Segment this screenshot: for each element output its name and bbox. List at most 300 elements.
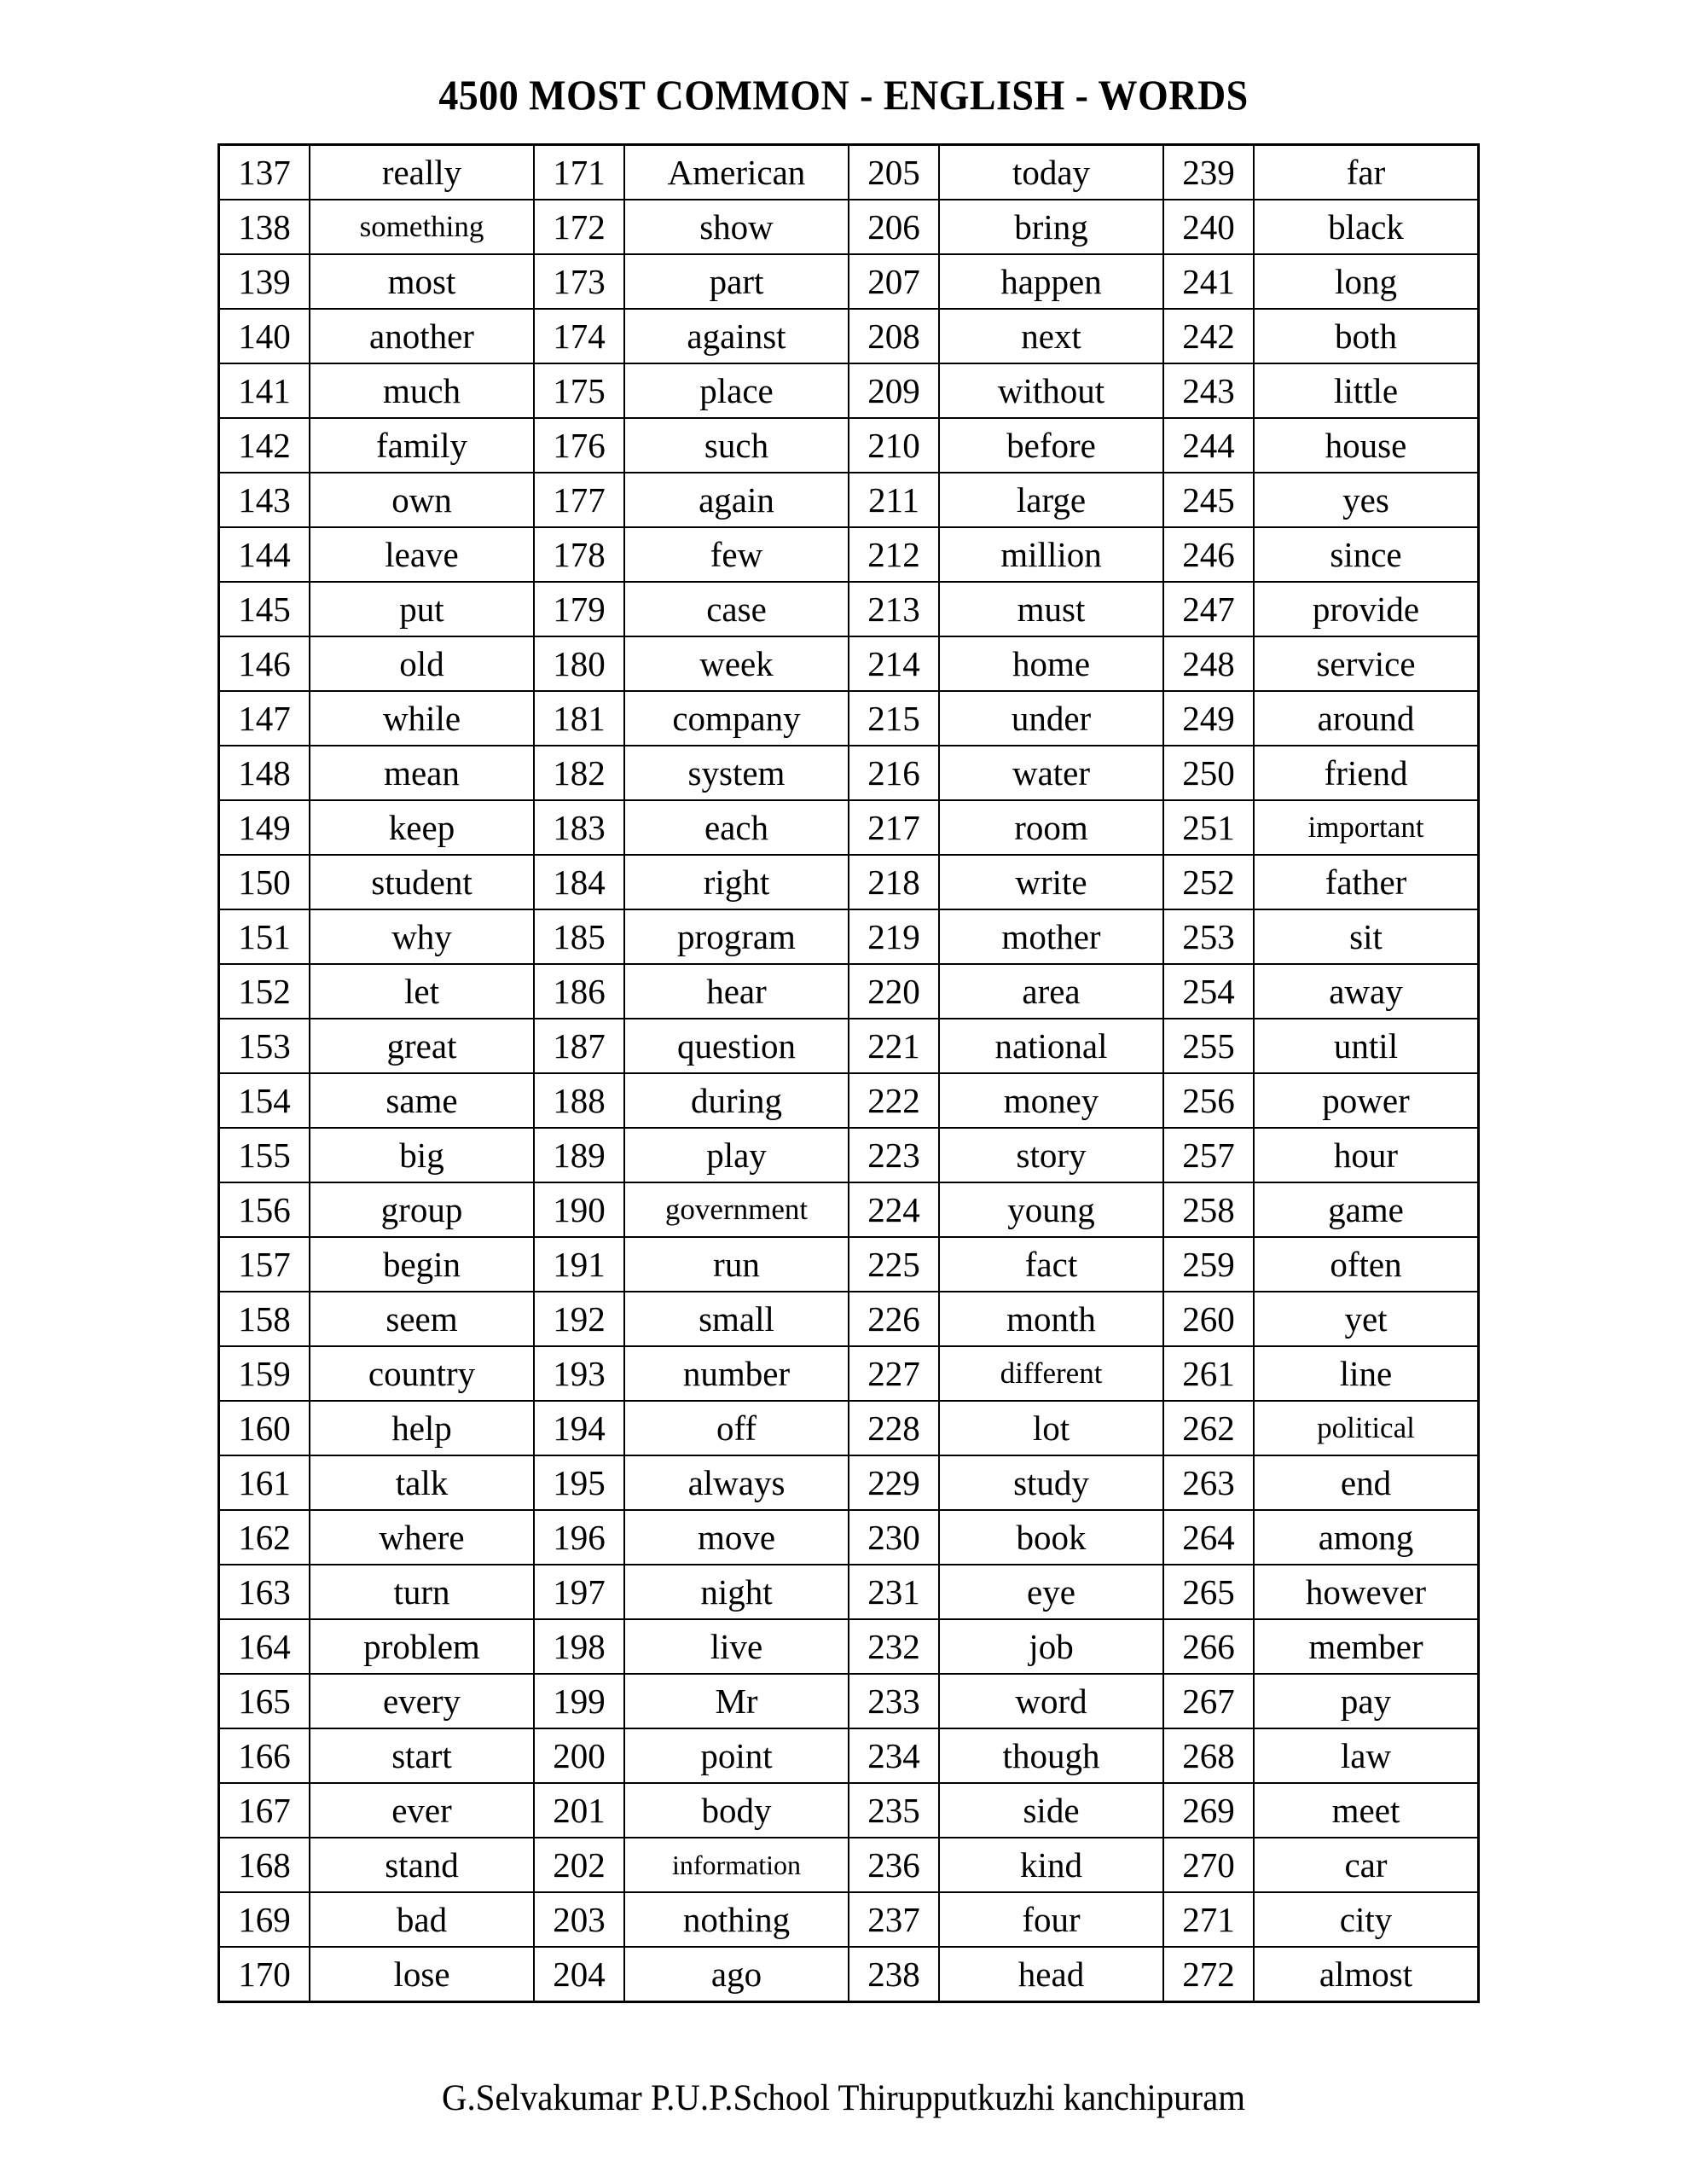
word-index-cell: 258 [1163, 1182, 1254, 1237]
word-index-cell: 220 [849, 964, 939, 1019]
word-cell: move [624, 1510, 849, 1565]
word-cell: night [624, 1565, 849, 1619]
word-index-cell: 145 [219, 582, 310, 636]
word-index-cell: 169 [219, 1892, 310, 1947]
word-cell: few [624, 527, 849, 582]
word-cell: meet [1254, 1783, 1479, 1838]
word-cell: bad [310, 1892, 534, 1947]
word-index-cell: 224 [849, 1182, 939, 1237]
word-cell: same [310, 1073, 534, 1128]
word-cell: far [1254, 145, 1479, 200]
word-index-cell: 222 [849, 1073, 939, 1128]
table-row [219, 636, 1479, 691]
word-index-cell: 232 [849, 1619, 939, 1674]
word-cell: friend [1254, 746, 1479, 800]
word-index-cell: 193 [534, 1346, 624, 1401]
word-index-cell: 214 [849, 636, 939, 691]
word-cell: lot [939, 1401, 1163, 1455]
word-cell: eye [939, 1565, 1163, 1619]
word-index-cell: 178 [534, 527, 624, 582]
word-index-cell: 243 [1163, 363, 1254, 418]
table-row [219, 582, 1479, 636]
word-cell: provide [1254, 582, 1479, 636]
word-cell: such [624, 418, 849, 473]
word-cell: line [1254, 1346, 1479, 1401]
word-index-cell: 233 [849, 1674, 939, 1728]
word-index-cell: 152 [219, 964, 310, 1019]
word-index-cell: 231 [849, 1565, 939, 1619]
word-cell: lose [310, 1947, 534, 2002]
word-cell: kind [939, 1838, 1163, 1892]
word-cell: why [310, 909, 534, 964]
word-cell: service [1254, 636, 1479, 691]
word-cell: government [624, 1182, 849, 1237]
word-index-cell: 209 [849, 363, 939, 418]
word-index-cell: 198 [534, 1619, 624, 1674]
word-index-cell: 203 [534, 1892, 624, 1947]
table-row [219, 363, 1479, 418]
word-cell: four [939, 1892, 1163, 1947]
word-cell: where [310, 1510, 534, 1565]
word-cell: law [1254, 1728, 1479, 1783]
word-cell: during [624, 1073, 849, 1128]
word-index-cell: 208 [849, 309, 939, 363]
word-index-cell: 260 [1163, 1292, 1254, 1346]
table-row [219, 1401, 1479, 1455]
word-index-cell: 210 [849, 418, 939, 473]
word-cell: talk [310, 1455, 534, 1510]
word-index-cell: 140 [219, 309, 310, 363]
word-cell: family [310, 418, 534, 473]
table-row [219, 1128, 1479, 1182]
word-cell: million [939, 527, 1163, 582]
table-row [219, 1019, 1479, 1073]
word-cell: ago [624, 1947, 849, 2002]
word-cell: word [939, 1674, 1163, 1728]
word-index-cell: 253 [1163, 909, 1254, 964]
word-cell: case [624, 582, 849, 636]
word-index-cell: 201 [534, 1783, 624, 1838]
word-index-cell: 206 [849, 200, 939, 254]
table-row [219, 1073, 1479, 1128]
word-cell: job [939, 1619, 1163, 1674]
table-row [219, 1565, 1479, 1619]
word-cell: while [310, 691, 534, 746]
word-index-cell: 238 [849, 1947, 939, 2002]
word-index-cell: 180 [534, 636, 624, 691]
table-row [219, 309, 1479, 363]
word-index-cell: 251 [1163, 800, 1254, 855]
table-row [219, 473, 1479, 527]
word-cell: turn [310, 1565, 534, 1619]
word-cell: put [310, 582, 534, 636]
word-cell: until [1254, 1019, 1479, 1073]
word-index-cell: 181 [534, 691, 624, 746]
word-index-cell: 172 [534, 200, 624, 254]
word-index-cell: 228 [849, 1401, 939, 1455]
word-cell: against [624, 309, 849, 363]
table-row [219, 800, 1479, 855]
word-cell: story [939, 1128, 1163, 1182]
word-cell: let [310, 964, 534, 1019]
word-cell: bring [939, 200, 1163, 254]
word-index-cell: 247 [1163, 582, 1254, 636]
word-cell: yes [1254, 473, 1479, 527]
word-cell: ever [310, 1783, 534, 1838]
word-cell: program [624, 909, 849, 964]
word-index-cell: 271 [1163, 1892, 1254, 1947]
word-index-cell: 264 [1163, 1510, 1254, 1565]
table-row [219, 1674, 1479, 1728]
table-row [219, 855, 1479, 909]
word-index-cell: 146 [219, 636, 310, 691]
word-cell: right [624, 855, 849, 909]
word-index-cell: 248 [1163, 636, 1254, 691]
word-cell: fact [939, 1237, 1163, 1292]
word-cell: money [939, 1073, 1163, 1128]
word-cell: every [310, 1674, 534, 1728]
word-cell: own [310, 473, 534, 527]
word-index-cell: 148 [219, 746, 310, 800]
word-index-cell: 207 [849, 254, 939, 309]
word-index-cell: 150 [219, 855, 310, 909]
word-index-cell: 269 [1163, 1783, 1254, 1838]
word-index-cell: 189 [534, 1128, 624, 1182]
word-index-cell: 230 [849, 1510, 939, 1565]
word-index-cell: 163 [219, 1565, 310, 1619]
word-cell: something [310, 200, 534, 254]
word-index-cell: 171 [534, 145, 624, 200]
word-index-cell: 161 [219, 1455, 310, 1510]
word-cell: house [1254, 418, 1479, 473]
word-index-cell: 187 [534, 1019, 624, 1073]
word-cell: pay [1254, 1674, 1479, 1728]
word-cell: much [310, 363, 534, 418]
word-cell: today [939, 145, 1163, 200]
word-index-cell: 155 [219, 1128, 310, 1182]
word-index-cell: 156 [219, 1182, 310, 1237]
word-cell: large [939, 473, 1163, 527]
word-index-cell: 205 [849, 145, 939, 200]
word-cell: often [1254, 1237, 1479, 1292]
word-cell: information [624, 1838, 849, 1892]
word-index-cell: 158 [219, 1292, 310, 1346]
word-cell: without [939, 363, 1163, 418]
table-row [219, 527, 1479, 582]
word-index-cell: 195 [534, 1455, 624, 1510]
word-index-cell: 254 [1163, 964, 1254, 1019]
word-cell: question [624, 1019, 849, 1073]
word-cell: keep [310, 800, 534, 855]
word-cell: away [1254, 964, 1479, 1019]
word-cell: must [939, 582, 1163, 636]
word-index-cell: 272 [1163, 1947, 1254, 2002]
word-cell: member [1254, 1619, 1479, 1674]
word-index-cell: 223 [849, 1128, 939, 1182]
word-cell: important [1254, 800, 1479, 855]
word-cell: around [1254, 691, 1479, 746]
word-cell: happen [939, 254, 1163, 309]
word-index-cell: 162 [219, 1510, 310, 1565]
word-index-cell: 204 [534, 1947, 624, 2002]
word-cell: black [1254, 200, 1479, 254]
word-index-cell: 261 [1163, 1346, 1254, 1401]
word-cell: almost [1254, 1947, 1479, 2002]
word-cell: end [1254, 1455, 1479, 1510]
table-row [219, 1838, 1479, 1892]
word-index-cell: 173 [534, 254, 624, 309]
word-cell: play [624, 1128, 849, 1182]
word-cell: study [939, 1455, 1163, 1510]
word-cell: start [310, 1728, 534, 1783]
word-cell: again [624, 473, 849, 527]
word-index-cell: 197 [534, 1565, 624, 1619]
word-cell: before [939, 418, 1163, 473]
word-index-cell: 160 [219, 1401, 310, 1455]
table-row [219, 145, 1479, 200]
word-index-cell: 216 [849, 746, 939, 800]
word-index-cell: 139 [219, 254, 310, 309]
page-footer: G.Selvakumar P.U.P.School Thirupputkuzhi kanchipuram [441, 2078, 1246, 2118]
word-cell: nothing [624, 1892, 849, 1947]
word-cell: place [624, 363, 849, 418]
word-index-cell: 257 [1163, 1128, 1254, 1182]
table-row [219, 1892, 1479, 1947]
word-index-cell: 270 [1163, 1838, 1254, 1892]
word-cell: little [1254, 363, 1479, 418]
word-cell: problem [310, 1619, 534, 1674]
word-cell: system [624, 746, 849, 800]
word-index-cell: 185 [534, 909, 624, 964]
word-index-cell: 239 [1163, 145, 1254, 200]
page-title: 4500 MOST COMMON - ENGLISH - WORDS [438, 70, 1249, 119]
word-cell: water [939, 746, 1163, 800]
word-cell: great [310, 1019, 534, 1073]
word-cell: Mr [624, 1674, 849, 1728]
word-index-cell: 249 [1163, 691, 1254, 746]
word-index-cell: 191 [534, 1237, 624, 1292]
word-index-cell: 199 [534, 1674, 624, 1728]
word-index-cell: 147 [219, 691, 310, 746]
word-cell: yet [1254, 1292, 1479, 1346]
word-cell: area [939, 964, 1163, 1019]
table-row [219, 691, 1479, 746]
word-index-cell: 213 [849, 582, 939, 636]
word-cell: father [1254, 855, 1479, 909]
word-index-cell: 227 [849, 1346, 939, 1401]
word-cell: side [939, 1783, 1163, 1838]
word-index-cell: 154 [219, 1073, 310, 1128]
word-cell: student [310, 855, 534, 909]
word-index-cell: 263 [1163, 1455, 1254, 1510]
word-index-cell: 252 [1163, 855, 1254, 909]
word-table-container [217, 143, 1435, 2003]
word-index-cell: 256 [1163, 1073, 1254, 1128]
table-row [219, 418, 1479, 473]
word-cell: head [939, 1947, 1163, 2002]
word-index-cell: 176 [534, 418, 624, 473]
word-index-cell: 174 [534, 309, 624, 363]
word-cell: city [1254, 1892, 1479, 1947]
table-row [219, 1783, 1479, 1838]
word-cell: each [624, 800, 849, 855]
word-index-cell: 186 [534, 964, 624, 1019]
word-cell: game [1254, 1182, 1479, 1237]
word-cell: number [624, 1346, 849, 1401]
word-index-cell: 250 [1163, 746, 1254, 800]
word-cell: old [310, 636, 534, 691]
word-cell: seem [310, 1292, 534, 1346]
table-row [219, 1619, 1479, 1674]
word-index-cell: 211 [849, 473, 939, 527]
table-row [219, 909, 1479, 964]
word-cell: under [939, 691, 1163, 746]
word-cell: show [624, 200, 849, 254]
word-index-cell: 255 [1163, 1019, 1254, 1073]
word-cell: help [310, 1401, 534, 1455]
word-cell: national [939, 1019, 1163, 1073]
word-index-cell: 153 [219, 1019, 310, 1073]
word-cell: country [310, 1346, 534, 1401]
table-row [219, 254, 1479, 309]
word-index-cell: 235 [849, 1783, 939, 1838]
word-index-cell: 159 [219, 1346, 310, 1401]
word-index-cell: 194 [534, 1401, 624, 1455]
word-cell: run [624, 1237, 849, 1292]
word-index-cell: 242 [1163, 309, 1254, 363]
word-index-cell: 190 [534, 1182, 624, 1237]
word-index-cell: 200 [534, 1728, 624, 1783]
word-cell: begin [310, 1237, 534, 1292]
word-index-cell: 183 [534, 800, 624, 855]
word-table [217, 143, 1480, 2003]
word-index-cell: 202 [534, 1838, 624, 1892]
table-row [219, 1292, 1479, 1346]
word-cell: American [624, 145, 849, 200]
word-index-cell: 192 [534, 1292, 624, 1346]
word-index-cell: 219 [849, 909, 939, 964]
word-index-cell: 244 [1163, 418, 1254, 473]
table-row [219, 1237, 1479, 1292]
word-index-cell: 236 [849, 1838, 939, 1892]
word-index-cell: 138 [219, 200, 310, 254]
word-index-cell: 237 [849, 1892, 939, 1947]
word-index-cell: 245 [1163, 473, 1254, 527]
table-row [219, 1510, 1479, 1565]
word-index-cell: 144 [219, 527, 310, 582]
word-cell: long [1254, 254, 1479, 309]
word-index-cell: 225 [849, 1237, 939, 1292]
word-index-cell: 141 [219, 363, 310, 418]
word-index-cell: 179 [534, 582, 624, 636]
word-cell: mother [939, 909, 1163, 964]
word-cell: mean [310, 746, 534, 800]
word-cell: power [1254, 1073, 1479, 1128]
word-cell: another [310, 309, 534, 363]
table-row [219, 746, 1479, 800]
word-index-cell: 149 [219, 800, 310, 855]
word-cell: hear [624, 964, 849, 1019]
word-index-cell: 166 [219, 1728, 310, 1783]
word-cell: different [939, 1346, 1163, 1401]
word-index-cell: 234 [849, 1728, 939, 1783]
word-index-cell: 157 [219, 1237, 310, 1292]
word-index-cell: 218 [849, 855, 939, 909]
word-cell: next [939, 309, 1163, 363]
word-index-cell: 151 [219, 909, 310, 964]
word-cell: month [939, 1292, 1163, 1346]
word-cell: leave [310, 527, 534, 582]
word-cell: car [1254, 1838, 1479, 1892]
word-cell: since [1254, 527, 1479, 582]
word-table-body [219, 145, 1479, 2002]
word-index-cell: 167 [219, 1783, 310, 1838]
word-index-cell: 266 [1163, 1619, 1254, 1674]
word-cell: big [310, 1128, 534, 1182]
word-cell: always [624, 1455, 849, 1510]
word-index-cell: 168 [219, 1838, 310, 1892]
word-index-cell: 241 [1163, 254, 1254, 309]
table-row [219, 1346, 1479, 1401]
word-cell: however [1254, 1565, 1479, 1619]
table-row [219, 1728, 1479, 1783]
word-index-cell: 182 [534, 746, 624, 800]
word-index-cell: 215 [849, 691, 939, 746]
word-cell: off [624, 1401, 849, 1455]
word-cell: among [1254, 1510, 1479, 1565]
word-cell: body [624, 1783, 849, 1838]
word-index-cell: 226 [849, 1292, 939, 1346]
word-index-cell: 137 [219, 145, 310, 200]
word-cell: group [310, 1182, 534, 1237]
word-cell: though [939, 1728, 1163, 1783]
word-cell: book [939, 1510, 1163, 1565]
word-cell: young [939, 1182, 1163, 1237]
word-cell: most [310, 254, 534, 309]
word-index-cell: 175 [534, 363, 624, 418]
word-index-cell: 259 [1163, 1237, 1254, 1292]
word-cell: part [624, 254, 849, 309]
word-cell: hour [1254, 1128, 1479, 1182]
word-index-cell: 164 [219, 1619, 310, 1674]
word-index-cell: 267 [1163, 1674, 1254, 1728]
word-cell: write [939, 855, 1163, 909]
word-index-cell: 212 [849, 527, 939, 582]
word-index-cell: 196 [534, 1510, 624, 1565]
word-index-cell: 170 [219, 1947, 310, 2002]
word-cell: both [1254, 309, 1479, 363]
word-cell: really [310, 145, 534, 200]
word-cell: stand [310, 1838, 534, 1892]
word-cell: sit [1254, 909, 1479, 964]
word-cell: week [624, 636, 849, 691]
word-index-cell: 246 [1163, 527, 1254, 582]
word-index-cell: 177 [534, 473, 624, 527]
word-index-cell: 262 [1163, 1401, 1254, 1455]
word-cell: room [939, 800, 1163, 855]
table-row [219, 1455, 1479, 1510]
word-cell: live [624, 1619, 849, 1674]
word-index-cell: 184 [534, 855, 624, 909]
word-index-cell: 217 [849, 800, 939, 855]
word-index-cell: 188 [534, 1073, 624, 1128]
word-cell: company [624, 691, 849, 746]
table-row [219, 200, 1479, 254]
word-index-cell: 229 [849, 1455, 939, 1510]
word-index-cell: 143 [219, 473, 310, 527]
word-index-cell: 268 [1163, 1728, 1254, 1783]
word-index-cell: 240 [1163, 200, 1254, 254]
